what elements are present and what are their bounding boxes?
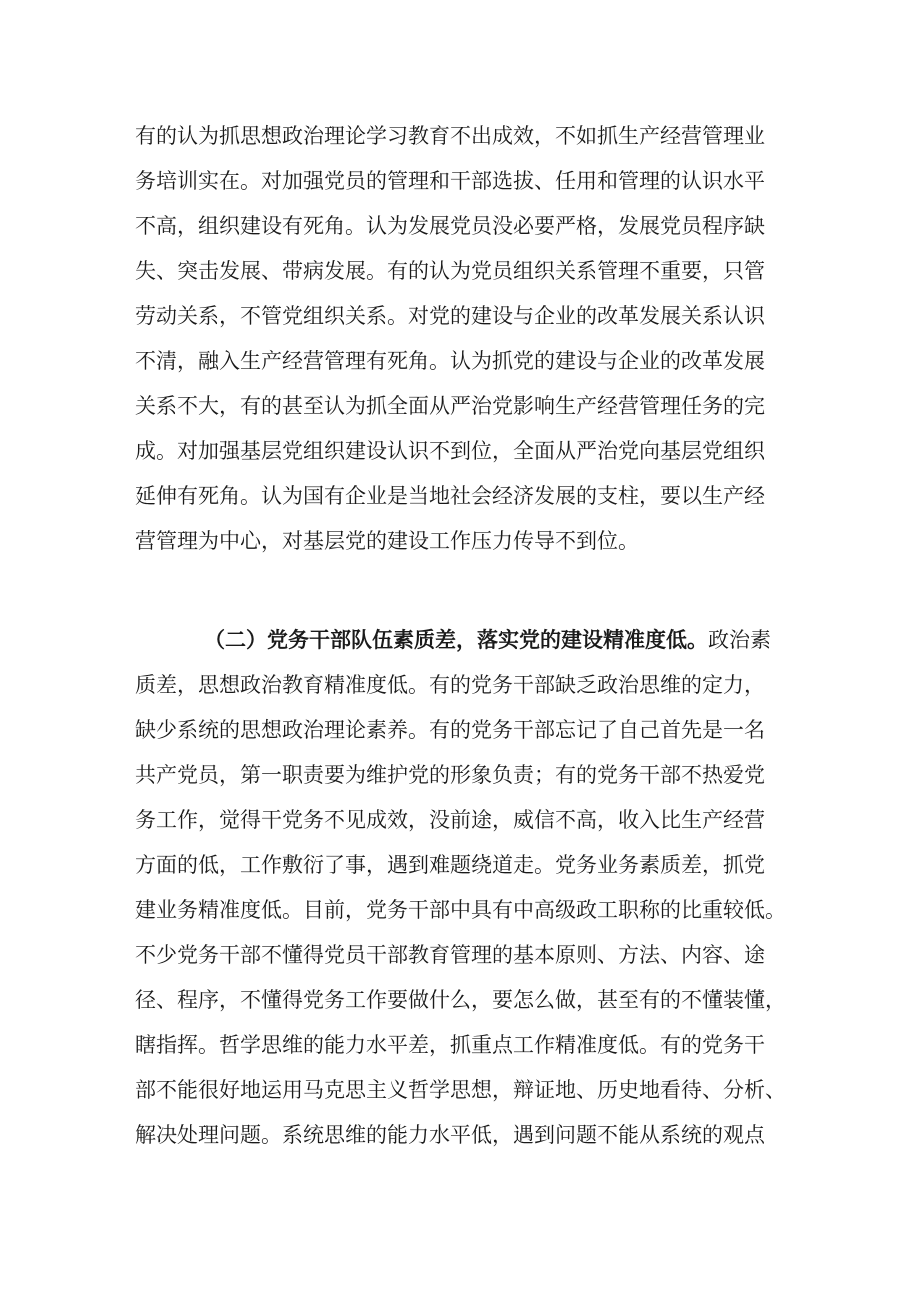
paragraph-1-line-1: 有的认为抓思想政治理论学习教育不出成效，不如抓生产经营管理业 [135,124,765,148]
paragraph-1-line-10: 营管理为中心，对基层党的建设工作压力传导不到位。 [135,529,639,553]
paragraph-2-line-2: 质差，思想政治教育精准度低。有的党务干部缺乏政治思维的定力， [135,673,765,697]
paragraph-1-line-6: 不清，融入生产经营管理有死角。认为抓党的建设与企业的改革发展 [135,349,765,373]
paragraph-2-line-7: 建业务精准度低。目前，党务干部中具有中高级政工职称的比重较低。 [135,898,786,922]
paragraph-1-line-2: 务培训实在。对加强党员的管理和干部选拔、任用和管理的认识水平 [135,169,765,193]
paragraph-2-line-9: 径、程序，不懂得党务工作要做什么，要怎么做，甚至有的不懂装懂， [135,988,786,1012]
paragraph-2-line-5: 务工作，觉得干党务不见成效，没前途，威信不高，收入比生产经营 [135,808,765,832]
paragraph-2-line-11: 部不能很好地运用马克思主义哲学思想，辩证地、历史地看待、分析、 [135,1078,786,1102]
paragraph-2-line-6: 方面的低，工作敷衍了事，遇到难题绕道走。党务业务素质差，抓党 [135,853,765,877]
paragraph-2-first-line [204,620,804,660]
paragraph-1-line-7: 关系不大，有的甚至认为抓全面从严治党影响生产经营管理任务的完 [135,394,765,418]
section-heading: （二）党务干部队伍素质差，落实党的建设精准度低。 [204,627,708,652]
paragraph-2-first-line-rest: 政治素 [708,628,771,652]
paragraph-2-line-12: 解决处理问题。系统思维的能力水平低，遇到问题不能从系统的观点 [135,1123,765,1147]
paragraph-2-line-3: 缺少系统的思想政治理论素养。有的党务干部忘记了自己首先是一名 [135,718,765,742]
paragraph-1-line-5: 劳动关系，不管党组织关系。对党的建设与企业的改革发展关系认识 [135,304,765,328]
paragraph-1-line-8: 成。对加强基层党组织建设认识不到位，全面从严治党向基层党组织 [135,439,765,463]
paragraph-2-line-4: 共产党员，第一职责要为维护党的形象负责；有的党务干部不热爱党 [135,763,765,787]
paragraph-2-line-10: 瞎指挥。哲学思维的能力水平差，抓重点工作精准度低。有的党务干 [135,1033,765,1057]
paragraph-1-line-3: 不高，组织建设有死角。认为发展党员没必要严格，发展党员程序缺 [135,214,765,238]
paragraph-1-line-4: 失、突击发展、带病发展。有的认为党员组织关系管理不重要，只管 [135,259,765,283]
paragraph-2-line-8: 不少党务干部不懂得党员干部教育管理的基本原则、方法、内容、途 [135,943,765,967]
paragraph-1-line-9: 延伸有死角。认为国有企业是当地社会经济发展的支柱，要以生产经 [135,484,765,508]
